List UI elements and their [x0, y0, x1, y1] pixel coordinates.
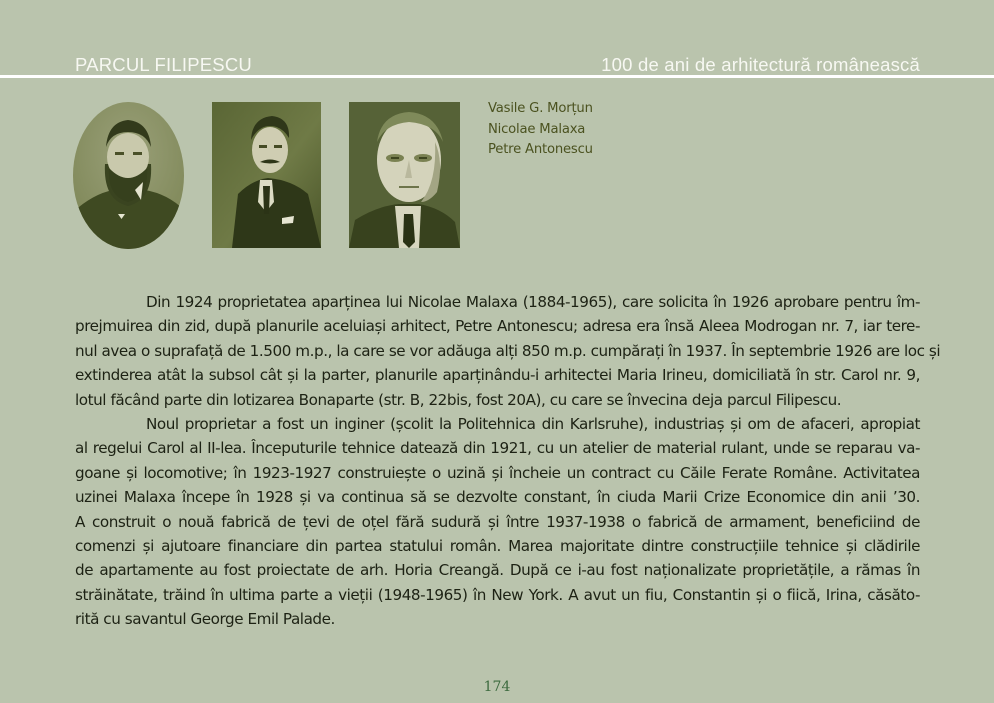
- text-line: prejmuirea din zid, după planurile aceluiași arhitect, Petre Antonescu; adresa era însă Aleea Modrogan nr. 7, iar tere-: [75, 317, 920, 336]
- caption-line-nicolae-malaxa: Nicolae Malaxa: [488, 121, 586, 137]
- text-line: străinătate, trăind în ultima parte a vieții (1948-1965) în New York. A avut un fiu, Constantin și o fiică, Irina, căsăto-: [75, 585, 920, 604]
- text-line: A construit o nouă fabrică de țevi de oțel fără sudură și între 1937-1938 o fabrică de armament, beneficiind de: [75, 512, 920, 531]
- book-title: 100 de ani de arhitectură românească: [601, 54, 920, 75]
- portrait-photo-petre-antonescu: [349, 102, 460, 248]
- header-divider: [0, 75, 994, 78]
- text-line: de apartamente au fost proiectate de arh. Horia Creangă. După ce i-au fost naționalizate proprietățile, a rămas în: [75, 561, 920, 580]
- caption-line-vasile-mortun: Vasile G. Morțun: [488, 101, 593, 116]
- caption-line-petre-antonescu: Petre Antonescu: [488, 142, 593, 157]
- text-line: extinderea atât la subsol cât și la parter, planurile aparținându-i arhitectei Maria Irineu, domiciliată în str. Carol nr. 9,: [75, 366, 920, 385]
- text-line: Din 1924 proprietatea aparținea lui Nicolae Malaxa (1884-1965), care solicita în 1926 aprobare pentru îm-: [146, 293, 920, 311]
- text-line: lotul făcând parte din lotizarea Bonaparte (str. B, 22bis, fost 20A), cu care se învecina deja parcul Filipescu.: [75, 390, 842, 409]
- paragraph-2: [75, 412, 920, 632]
- paragraph-1: [75, 290, 941, 412]
- text-line: comenzi și ajutoare financiare din partea statului român. Marea majoritate dintre construcțiile tehnice și clădirile: [75, 536, 920, 555]
- text-line: rită cu savantul George Emil Palade.: [75, 610, 335, 629]
- text-line: nul avea o suprafață de 1.500 m.p., la care se vor adăuga alți 850 m.p. cumpărați în 1937. În septembrie 1926 are loc și: [75, 341, 941, 360]
- photo-caption: [488, 99, 593, 161]
- portrait-photo-vasile-mortun: [73, 102, 184, 249]
- page-number: 174: [483, 679, 511, 695]
- text-line: goane și locomotive; în 1923-1927 construiește o uzină și încheie un contract cu Căile Ferate Române. Activitatea: [75, 463, 920, 482]
- portrait-photo-nicolae-malaxa: [212, 102, 321, 248]
- text-line: uzinei Malaxa începe în 1928 și va continua să se dezvolte constant, în ciuda Marii Crize Economice din anii ’30.: [75, 488, 920, 507]
- text-line: al regelui Carol al II-lea. Începuturile tehnice datează din 1921, cu un atelier de material rulant, unde se reparau va-: [75, 439, 920, 458]
- section-title: PARCUL FILIPESCU: [75, 54, 252, 75]
- article-body: [75, 290, 941, 631]
- text-line: Noul proprietar a fost un inginer (școlit la Politehnica din Karlsruhe), industriaș și om de afaceri, apropiat: [146, 414, 920, 433]
